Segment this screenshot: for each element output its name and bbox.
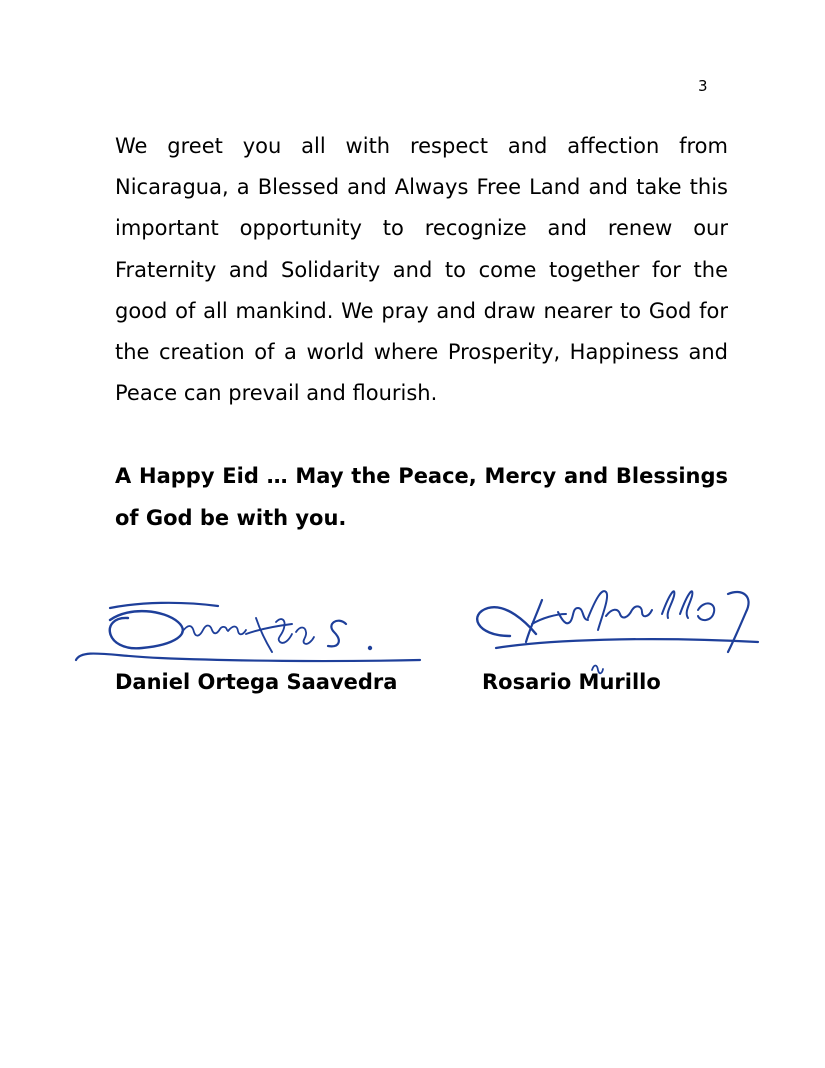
signature-daniel-ortega bbox=[70, 596, 430, 671]
signatory-name-rosario-murillo: Rosario Murillo bbox=[482, 670, 661, 694]
signatory-name-daniel-ortega: Daniel Ortega Saavedra bbox=[115, 670, 398, 694]
eid-blessing: A Happy Eid … May the Peace, Mercy and Blessings of God be with you. bbox=[115, 464, 728, 530]
greeting-paragraph: We greet you all with respect and affection from Nicaragua, a Blessed and Always Free Land and take this important opportunity to recognize and renew our Fraternity and Solidarity and to come together for the good of all mankind. We pray and draw nearer to God for the creation of a world where Prosperity, Happiness and Peace can prevail and flourish. bbox=[115, 134, 728, 406]
page-number: 3 bbox=[698, 77, 708, 95]
